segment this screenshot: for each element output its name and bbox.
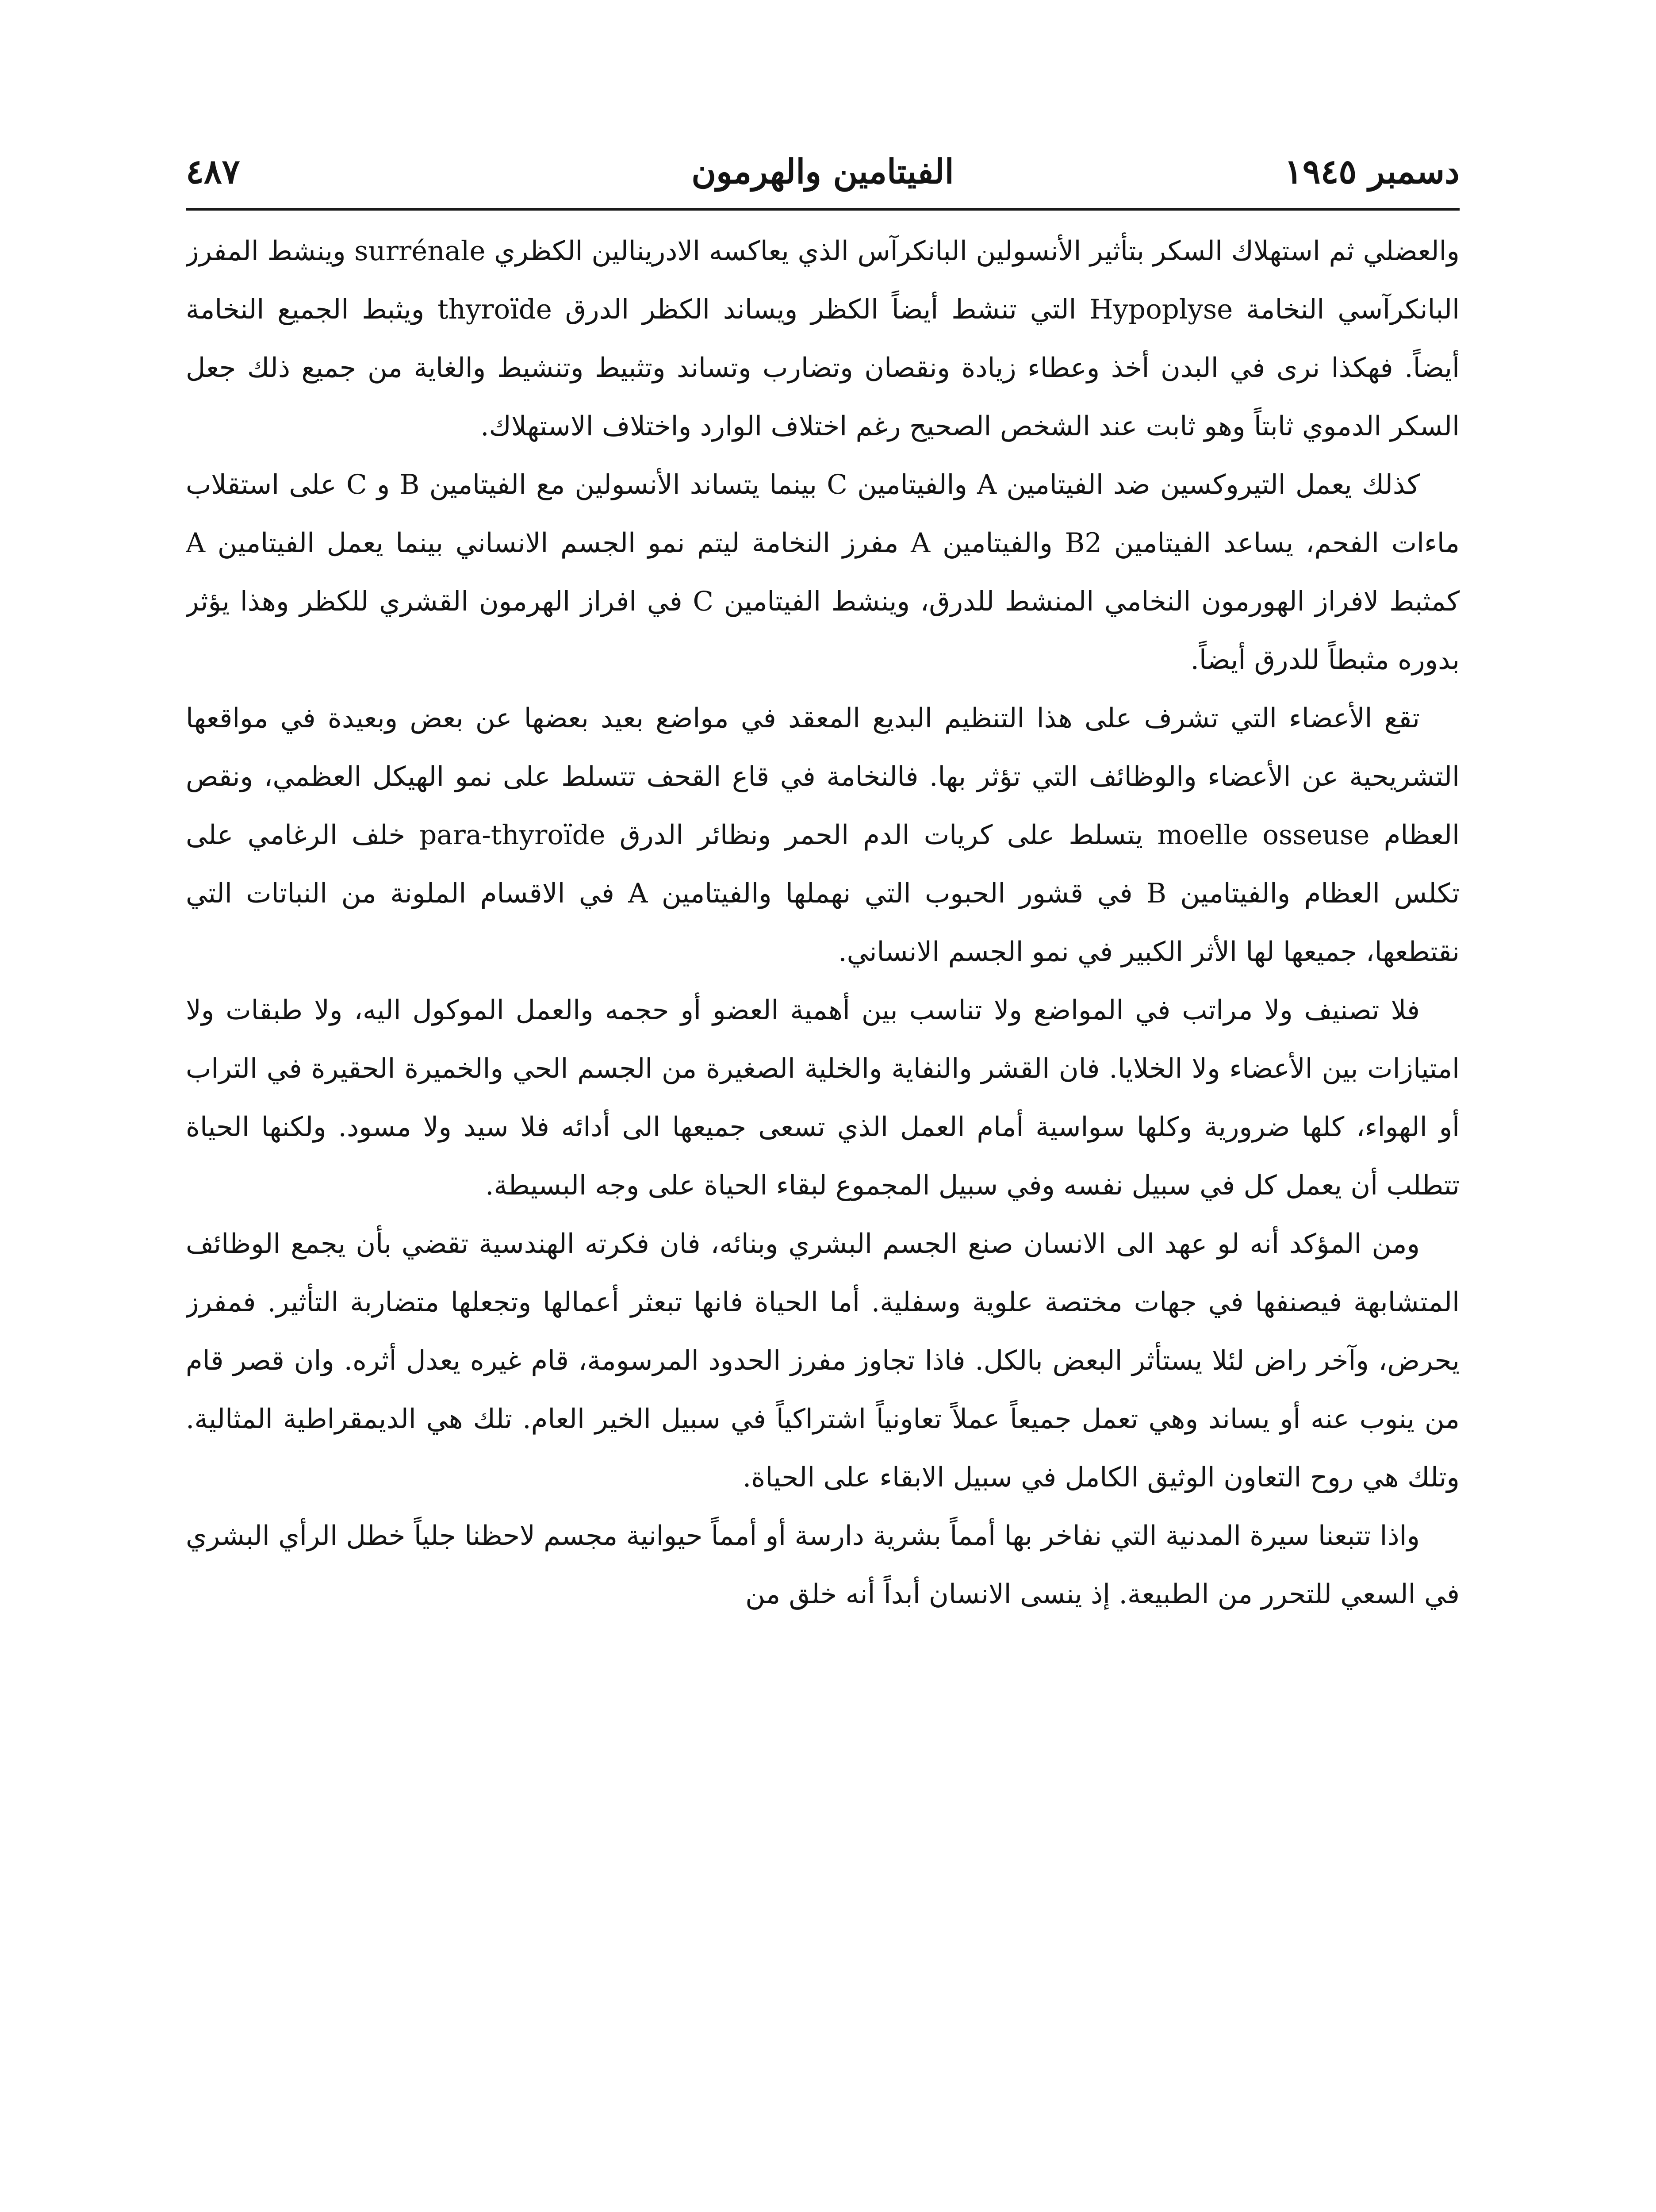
paragraph-3: تقع الأعضاء التي تشرف على هذا التنظيم البديع المعقد في مواضع بعيد بعضها عن بعض وبعيدة في مواقعها التشريحية عن الأعضاء والوظائف التي تؤثر بها. فالنخامة في قاع القحف تتسلط على نمو الهيكل العظمي، ونقص العظام moelle osseuse يتسلط على كريات الدم الحمر ونظائر الدرق para-thyroïde خلف الرغامي على تكلس العظام والفيتامين B في قشور الحبوب التي نهملها والفيتامين A في الاقسام الملونة من النباتات التي نقتطعها، جميعها لها الأثر الكبير في نمو الجسم الانساني.	[186, 703, 1460, 968]
book-page	[186, 150, 1460, 2212]
paragraph-5: ومن المؤكد أنه لو عهد الى الانسان صنع الجسم البشري وبنائه، فان فكرته الهندسية تقضي بأن يجمع الوظائف المتشابهة فيصنفها في جهات مختصة علوية وسفلية. أما الحياة فانها تبعثر أعمالها وتجعلها متضاربة التأثير. فمفرز يحرض، وآخر راض لئلا يستأثر البعض بالكل. فاذا تجاوز مفرز الحدود المرسومة، قام غيره يعدل أثره. وان قصر قام من ينوب عنه أو يساند وهي تعمل جميعاً عملاً تعاونياً اشتراكياً في سبيل الخير العام. تلك هي الديمقراطية المثالية. وتلك هي روح التعاون الوثيق الكامل في سبيل الابقاء على الحياة.	[186, 1228, 1460, 1493]
page-number: ٤٨٧	[186, 152, 240, 191]
header-date: دسمبر ١٩٤٥	[1284, 152, 1460, 191]
header-title: الفيتامين والهرمون	[691, 152, 954, 191]
paragraph-6: واذا تتبعنا سيرة المدنية التي نفاخر بها أمماً بشرية دارسة أو أمماً حيوانية مجسم لاحظنا جلياً خطل الرأي البشري في السعي للتحرر من الطبيعة. إذ ينسى الانسان أبداً أنه خلق من	[186, 1520, 1460, 1610]
article-body	[186, 222, 1460, 1624]
paragraph-4: فلا تصنيف ولا مراتب في المواضع ولا تناسب بين أهمية العضو أو حجمه والعمل الموكول اليه، ولا طبقات ولا امتيازات بين الأعضاء ولا الخلايا. فان القشر والنفاية والخلية الصغيرة من الجسم الحي والخميرة الحقيرة في التراب أو الهواء، كلها ضرورية وكلها سواسية أمام العمل الذي تسعى جميعها الى أدائه فلا سيد ولا مسود. ولكنها الحياة تتطلب أن يعمل كل في سبيل نفسه وفي سبيل المجموع لبقاء الحياة على وجه البسيطة.	[186, 995, 1460, 1201]
paragraph-2: كذلك يعمل التيروكسين ضد الفيتامين A والفيتامين C بينما يتساند الأنسولين مع الفيتامين B و C على استقلاب ماءات الفحم، يساعد الفيتامين B2 والفيتامين A مفرز النخامة ليتم نمو الجسم الانساني بينما يعمل الفيتامين A كمثبط لافراز الهورمون النخامي المنشط للدرق، وينشط الفيتامين C في افراز الهرمون القشري للكظر وهذا يؤثر بدوره مثبطاً للدرق أيضاً.	[186, 469, 1460, 676]
running-header	[186, 150, 1460, 211]
paragraph-1: والعضلي ثم استهلاك السكر بتأثير الأنسولين البانكرآس الذي يعاكسه الادرينالين الكظري surrénale وينشط المفرز البانكرآسي النخامة Hypoplyse التي تنشط أيضاً الكظر ويساند الكظر الدرق thyroïde ويثبط الجميع النخامة أيضاً. فهكذا نرى في البدن أخذ وعطاء زيادة ونقصان وتضارب وتساند وتثبيط وتنشيط والغاية من جميع ذلك جعل السكر الدموي ثابتاً وهو ثابت عند الشخص الصحيح رغم اختلاف الوارد واختلاف الاستهلاك.	[186, 235, 1460, 442]
